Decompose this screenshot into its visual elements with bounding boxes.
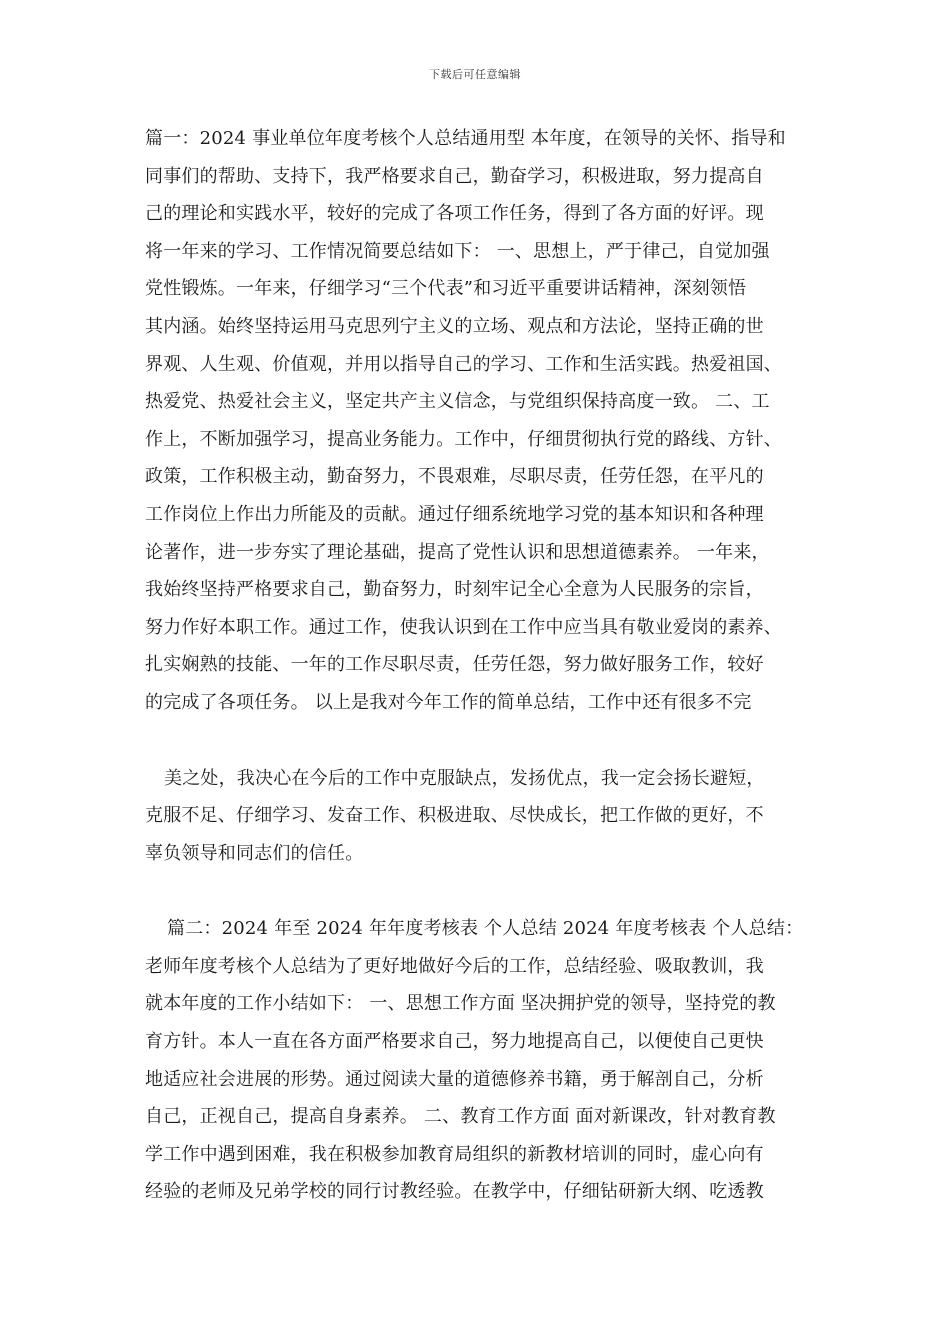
- text-line: 其内涵。始终坚持运用马克思列宁主义的立场、观点和方法论，坚持正确的世: [145, 315, 764, 337]
- text-line: 同事们的帮助、支持下，我严格要求自己，勤奋学习，积极进取，努力提高自: [145, 165, 764, 187]
- text-line: 党性锻炼。一年来，仔细学习“三个代表”和习近平重要讲话精神，深刻领悟: [145, 278, 747, 300]
- text-line: 地适应社会进展的形势。通过阅读大量的道德修养书籍，勇于解剖自己，分析: [145, 1068, 764, 1090]
- paragraph-continuation: [145, 760, 809, 873]
- text-line: 努力作好本职工作。通过工作，使我认识到在工作中应当具有敬业爱岗的素养、: [145, 616, 782, 638]
- text-line: 热爱党、热爱社会主义，坚定共产主义信念，与党组织保持高度一致。 二、工: [145, 391, 770, 413]
- text-line: 界观、人生观、价值观，并用以指导自己的学习、工作和生活实践。热爱祖国、: [145, 353, 782, 375]
- text-line: 就本年度的工作小结如下： 一、思想工作方面 坚决拥护党的领导，坚持党的教: [145, 993, 776, 1015]
- page-header-note: 下载后可任意编辑: [429, 68, 521, 81]
- text-line: 老师年度考核个人总结为了更好地做好今后的工作，总结经验、吸取教训，我: [145, 955, 764, 977]
- text-line: 辜负领导和同志们的信任。: [145, 842, 364, 864]
- text-line: 的完成了各项任务。 以上是我对今年工作的简单总结，工作中还有很多不完: [145, 691, 752, 713]
- text-line: 经验的老师及兄弟学校的同行讨教经验。在教学中，仔细钻研新大纲、吃透教: [145, 1181, 764, 1203]
- paragraph-part-one: [145, 120, 809, 722]
- text-line: 扎实娴熟的技能、一年的工作尽职尽责，任劳任怨，努力做好服务工作，较好: [145, 654, 764, 676]
- document-body: [145, 120, 809, 1211]
- text-line: 篇一：2024 事业单位年度考核个人总结通用型 本年度，在领导的关怀、指导和: [145, 128, 786, 149]
- text-line: 克服不足、仔细学习、发奋工作、积极进取、尽快成长，把工作做的更好，不: [145, 805, 764, 827]
- text-line: 论著作，进一步夯实了理论基础，提高了党性认识和思想道德素养。 一年来，: [145, 541, 770, 563]
- text-line: 我始终坚持严格要求自己，勤奋努力，时刻牢记全心全意为人民服务的宗旨，: [145, 579, 764, 601]
- text-line: 学工作中遇到困难，我在积极参加教育局组织的新教材培训的同时，虚心向有: [145, 1143, 764, 1165]
- text-line: 自己，正视自己，提高自身素养。 二、教育工作方面 面对新课改，针对教育教: [145, 1106, 776, 1128]
- text-line: 工作岗位上作出力所能及的贡献。通过仔细系统地学习党的基本知识和各种理: [145, 503, 764, 525]
- text-line: 篇二：2024 年至 2024 年年度考核表 个人总结 2024 年度考核表 个人总结：: [167, 918, 804, 940]
- text-line: 将一年来的学习、工作情况简要总结如下： 一、思想上，严于律己，自觉加强: [145, 240, 770, 262]
- text-line: 政策，工作积极主动，勤奋努力，不畏艰难，尽职尽责，任劳任怨，在平凡的: [145, 466, 764, 488]
- text-line: 育方针。本人一直在各方面严格要求自己，努力地提高自己，以便使自己更快: [145, 1031, 764, 1053]
- text-line: 作上，不断加强学习，提高业务能力。工作中，仔细贯彻执行党的路线、方针、: [145, 428, 782, 450]
- text-line: 己的理论和实践水平，较好的完成了各项工作任务，得到了各方面的好评。现: [145, 203, 764, 225]
- paragraph-part-two: [145, 910, 809, 1211]
- text-line: 美之处，我决心在今后的工作中克服缺点，发扬优点，我一定会扬长避短，: [164, 767, 765, 789]
